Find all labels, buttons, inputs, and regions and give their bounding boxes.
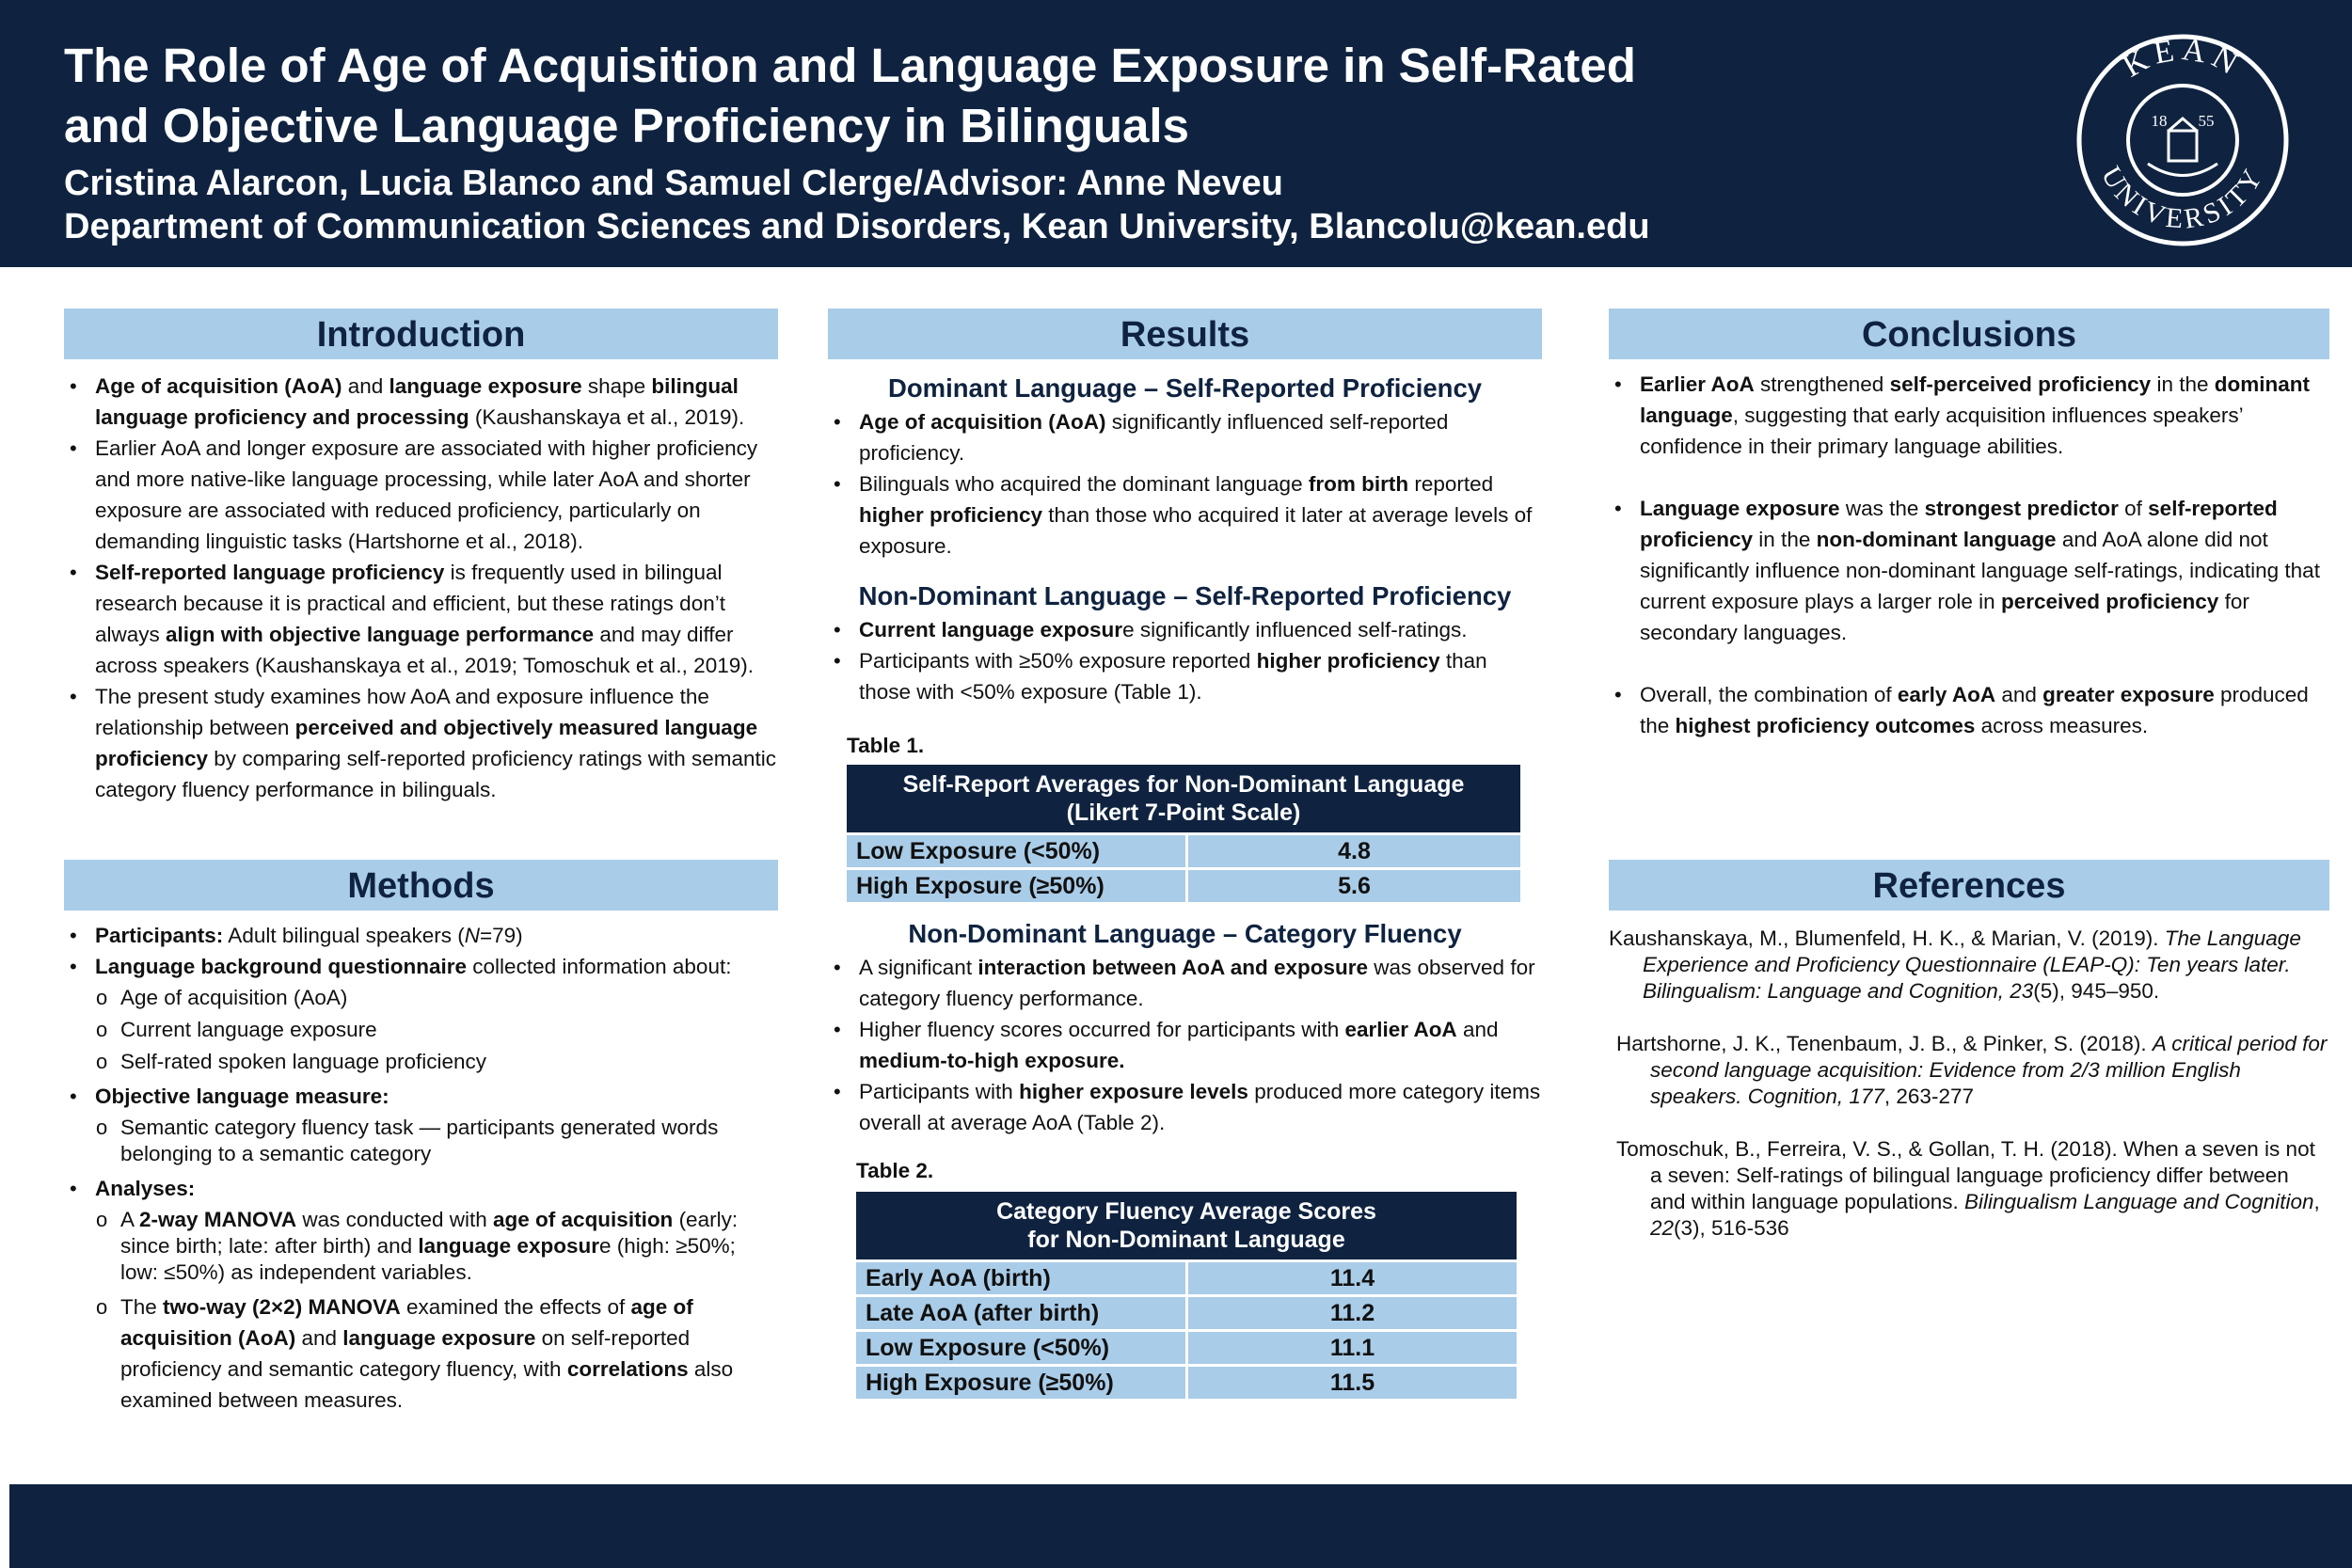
department: Department of Communication Sciences and Disorders, Kean University, Blancolu@kean.edu bbox=[64, 207, 1650, 246]
table2-row-label: Late AoA (after birth) bbox=[856, 1297, 1185, 1329]
table2-row-label: Low Exposure (<50%) bbox=[856, 1332, 1185, 1364]
fluency-subheading: Non-Dominant Language – Category Fluency bbox=[908, 919, 1462, 948]
fluency-bullet-3: • Participants with higher exposure levels produced more category items overall at average AoA (Table 2). bbox=[828, 1076, 1542, 1138]
table2-row-value: 11.5 bbox=[1188, 1367, 1517, 1399]
column-left bbox=[64, 309, 778, 1412]
reference-1: Kaushanskaya, M., Blumenfeld, H. K., & Marian, V. (2019). The Language Experience and Proficiency Questionnaire (LEAP-Q): Ten years later. Bilingualism: Language and Cognition, 23(5), 945–950. bbox=[1609, 927, 2301, 1003]
table2-row-value: 11.2 bbox=[1188, 1297, 1517, 1329]
introduction-heading: Introduction bbox=[64, 309, 778, 359]
column-middle bbox=[828, 309, 1542, 1402]
nondominant-self-subheading: Non-Dominant Language – Self-Reported Proficiency bbox=[858, 581, 1512, 610]
logo-year-right: 55 bbox=[2198, 112, 2215, 130]
table1-row-value: 5.6 bbox=[1188, 870, 1520, 902]
table2-row-value: 11.4 bbox=[1188, 1262, 1517, 1294]
intro-bullet-4: • The present study examines how AoA and exposure influence the relationship between perceived and objectively measured language proficiency by comparing self-reported proficiency ratings with semantic category fluency performance in bilinguals. bbox=[64, 681, 778, 805]
table2-header: Category Fluency Average Scores for Non-Dominant Language bbox=[856, 1192, 1517, 1259]
analysis-item-1: o A 2-way MANOVA was conducted with age of acquisition (early: since birth; late: after birth) and language exposure (high: ≥50%; low: ≤50%) as independent variables. bbox=[95, 1207, 778, 1286]
references-heading: References bbox=[1609, 860, 2329, 911]
questionnaire-item: o Current language exposure bbox=[95, 1017, 778, 1043]
table-row bbox=[856, 1367, 1517, 1399]
methods-analyses: • Analyses: o A 2-way MANOVA was conducted with age of acquisition (early: since birth; late: after birth) and language exposure (high: ≥50%; low: ≤50%) as independent variables. o The two-way (2×2) MANOVA examined the effects of age of acquisition (AoA) and language exposure on self-reported proficiency and semantic category fluency, with correlations also examined between measures. bbox=[64, 1173, 778, 1416]
dominant-bullet-1: • Age of acquisition (AoA) significantly influenced self-reported proficiency. bbox=[828, 406, 1542, 468]
conclusions-section bbox=[1609, 309, 2329, 741]
table1 bbox=[844, 762, 1523, 905]
methods-questionnaire: • Language background questionnaire collected information about: o Age of acquisition (AoA) o Current language exposure o Self-rated spoken language proficiency bbox=[64, 951, 778, 1075]
results-section bbox=[828, 309, 1542, 1402]
poster-title bbox=[64, 36, 1946, 156]
analysis-item-2: o The two-way (2×2) MANOVA examined the effects of age of acquisition (AoA) and language exposure on self-reported proficiency and semantic category fluency, with correlations also examined between measures. bbox=[95, 1291, 778, 1416]
table-row bbox=[847, 870, 1520, 902]
table1-row-value: 4.8 bbox=[1188, 835, 1520, 867]
conclusions-heading: Conclusions bbox=[1609, 309, 2329, 359]
introduction-section bbox=[64, 309, 778, 805]
dominant-bullet-2: • Bilinguals who acquired the dominant language from birth reported higher proficiency than those who acquired it later at average levels of exposure. bbox=[828, 468, 1542, 562]
conclusion-bullet-2: • Language exposure was the strongest predictor of self-reported proficiency in the non-dominant language and AoA alone did not significantly influence non-dominant language self-ratings, indicating that current exposure plays a larger role in perceived proficiency for secondary languages. bbox=[1609, 493, 2329, 648]
questionnaire-item: o Self-rated spoken language proficiency bbox=[95, 1049, 778, 1075]
objective-item: o Semantic category fluency task — participants generated words belonging to a semantic category bbox=[95, 1115, 778, 1167]
kean-university-seal-logo bbox=[2074, 32, 2291, 248]
intro-bullet-1: • Age of acquisition (AoA) and language exposure shape bilingual language proficiency and processing (Kaushanskaya et al., 2019). bbox=[64, 371, 778, 433]
methods-heading: Methods bbox=[64, 860, 778, 911]
poster-header bbox=[0, 0, 2352, 267]
logo-bottom-text: UNIVERSITY bbox=[2094, 161, 2271, 235]
table1-header: Self-Report Averages for Non-Dominant Language (Likert 7-Point Scale) bbox=[847, 765, 1520, 832]
nondominant-self-bullet-1: • Current language exposure significantly influenced self-ratings. bbox=[828, 614, 1542, 645]
table1-caption: Table 1. bbox=[847, 734, 925, 757]
table2 bbox=[853, 1189, 1519, 1402]
reference-3: Tomoschuk, B., Ferreira, V. S., & Gollan, T. H. (2018). When a seven is not a seven: Self-ratings of bilingual language proficiency differ between and within language populations. Bilingualism Language and Cognition, 22(3), 516-536 bbox=[1616, 1137, 2320, 1240]
reference-2: Hartshorne, J. K., Tenenbaum, J. B., & Pinker, S. (2018). A critical period for second language acquisition: Evidence from 2/3 million English speakers. Cognition, 177, 263-277 bbox=[1616, 1032, 2328, 1108]
fluency-bullet-2: • Higher fluency scores occurred for participants with earlier AoA and medium-to-high exposure. bbox=[828, 1014, 1542, 1076]
table1-row-label: Low Exposure (<50%) bbox=[847, 835, 1185, 867]
results-heading: Results bbox=[828, 309, 1542, 359]
fluency-bullet-1: • A significant interaction between AoA and exposure was observed for category fluency performance. bbox=[828, 952, 1542, 1014]
table-row bbox=[856, 1262, 1517, 1294]
table1-row-label: High Exposure (≥50%) bbox=[847, 870, 1185, 902]
table2-caption: Table 2. bbox=[856, 1159, 934, 1182]
questionnaire-item: o Age of acquisition (AoA) bbox=[95, 985, 778, 1011]
table2-row-label: High Exposure (≥50%) bbox=[856, 1367, 1185, 1399]
authors: Cristina Alarcon, Lucia Blanco and Samuel Clerge/Advisor: Anne Neveu bbox=[64, 164, 1283, 203]
intro-bullet-3: • Self-reported language proficiency is frequently used in bilingual research because it is practical and efficient, but these ratings don’t always align with objective language performance and may differ across speakers (Kaushanskaya et al., 2019; Tomoschuk et al., 2019). bbox=[64, 557, 778, 681]
table-row bbox=[856, 1297, 1517, 1329]
dominant-subheading: Dominant Language – Self-Reported Proficiency bbox=[887, 373, 1483, 403]
title-line-2: and Objective Language Proficiency in Bilinguals bbox=[64, 99, 1189, 152]
conclusion-bullet-3: • Overall, the combination of early AoA and greater exposure produced the highest proficiency outcomes across measures. bbox=[1609, 679, 2329, 741]
table2-row-value: 11.1 bbox=[1188, 1332, 1517, 1364]
conclusion-bullet-1: • Earlier AoA strengthened self-perceived proficiency in the dominant language, suggesting that early acquisition influences speakers’ confidence in their primary language abilities. bbox=[1609, 369, 2329, 462]
methods-objective: • Objective language measure: o Semantic category fluency task — participants generated words belonging to a semantic category bbox=[64, 1081, 778, 1167]
table2-row-label: Early AoA (birth) bbox=[856, 1262, 1185, 1294]
poster-footer-bar bbox=[9, 1484, 2352, 1568]
nondominant-self-bullet-2: • Participants with ≥50% exposure reported higher proficiency than those with <50% exposure (Table 1). bbox=[828, 645, 1542, 707]
methods-participants: • Participants: Adult bilingual speakers (N=79) bbox=[64, 920, 778, 951]
table-row bbox=[847, 835, 1520, 867]
column-right bbox=[1609, 309, 2329, 1240]
logo-year-left: 18 bbox=[2151, 112, 2168, 130]
references-section bbox=[1609, 860, 2329, 1242]
intro-bullet-2: • Earlier AoA and longer exposure are associated with higher proficiency and more native-like language processing, while later AoA and shorter exposure are associated with reduced proficiency, particularly on demanding linguistic tasks (Hartshorne et al., 2018). bbox=[64, 433, 778, 557]
title-line-1: The Role of Age of Acquisition and Language Exposure in Self-Rated bbox=[64, 39, 1636, 92]
table-row bbox=[856, 1332, 1517, 1364]
logo-top-text: KEAN bbox=[2117, 32, 2249, 85]
methods-section bbox=[64, 860, 778, 1421]
